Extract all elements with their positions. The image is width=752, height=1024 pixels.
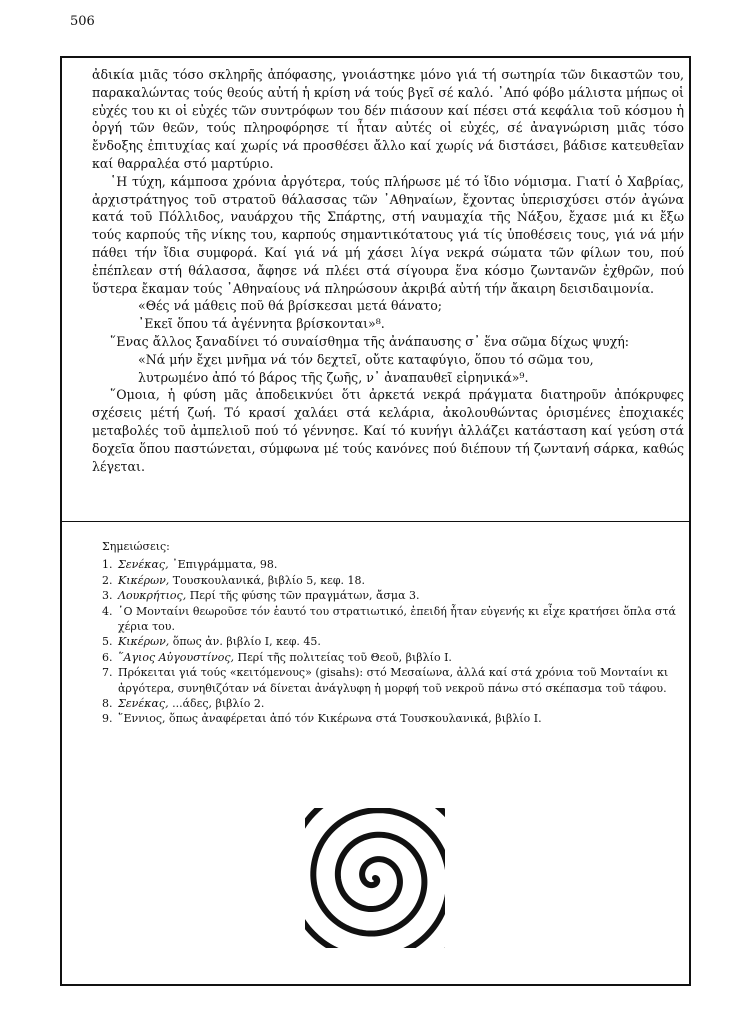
notes-section <box>102 539 682 727</box>
note-number: 6. <box>102 650 113 664</box>
note-item <box>102 665 682 696</box>
note-author: Λουκρήτιος, <box>118 589 187 603</box>
note-item <box>102 650 682 665</box>
note-text: Περί τῆς φύσης τῶν πραγμάτων, ἄσμα 3. <box>186 589 420 603</box>
paragraph-3: ῞Ενας ἄλλος ξαναδίνει τό συναίσθημα τῆς ἀνάπαυσης σ᾽ ἕνα σῶμα δίχως ψυχή: <box>110 333 630 349</box>
note-item <box>102 634 682 649</box>
quote-1-line-1: «Θές νά μάθεις ποῦ θά βρίσκεσαι μετά θάνατο; <box>138 298 443 314</box>
page-frame <box>60 56 691 986</box>
note-author: Σενέκας, <box>118 558 169 572</box>
notes-title: Σημειώσεις: <box>102 540 170 553</box>
section-divider <box>62 521 689 522</box>
note-text: ὅπως ἀν. βιβλίο Ι, κεφ. 45. <box>169 635 321 649</box>
note-author: Κικέρων, <box>118 573 170 587</box>
paragraph-2: ῾Η τύχη, κάμποσα χρόνια ἀργότερα, τούς πλήρωσε μέ τό ἴδιο νόμισμα. Γιατί ὁ Χαβρίας, ἀρχιστράτηγος τοῦ στρατοῦ θάλασσας τῶν ᾽Αθηναίων, ἔχοντας ὑπερισχύσει στόν ἀγώνα κατά τοῦ Πόλλιδος, ναυάρχου τῆς Σπάρτης, στή ναυμαχία τῆς Νάξου, ἔχασε μιά κι ἔξω τούς καρπούς τῆς νίκης του, καρπούς σημαντικότατους γιά τίς ὑποθέσεις τους, γιά νά μήν πάθει τήν ἴδια συμφορά. Καί γιά νά μή χάσει λίγα νεκρά σώματα τῶν φίλων του, πού ἐπέπλεαν στή θάλασσα, ἄφησε νά πλέει στά σίγουρα ἕνα κόσμο ζωντανῶν ἐχθρῶν, πού ὕστερα ἔκαμαν τούς ᾽Αθηναίους νά πληρώσουν ἀκριβά αὐτή τήν ἄκαιρη δεισιδαιμονία. <box>92 173 684 296</box>
note-item <box>102 711 682 726</box>
quote-2-line-2: λυτρωμένο ἀπό τό βάρος τῆς ζωῆς, ν᾽ ἀναπαυθεῖ εἰρηνικά»⁹. <box>138 369 529 385</box>
note-item <box>102 696 682 711</box>
note-number: 1. <box>102 558 113 572</box>
note-text: ῞Εννιος, ὅπως ἀναφέρεται ἀπό τόν Κικέρωνα στά Τουσκουλανικά, βιβλίο Ι. <box>118 712 542 726</box>
note-text: ῾Ο Μονταίνι θεωροῦσε τόν ἑαυτό του στρατιωτικό, ἐπειδή ἦταν εὐγενής κι εἶχε κρατήσει ὅπλα στά χέρια του. <box>118 604 676 634</box>
note-item <box>102 604 682 635</box>
paragraph-4: ῞Ομοια, ἡ φύση μᾶς ἀποδεικνύει ὅτι ἀρκετά νεκρά πράγματα διατηροῦν ἀπόκρυφες σχέσεις μέτή ζωή. Τό κρασί χαλάει στά κελάρια, ἀκολουθώντας ὁρισμένες ἐποχιακές μεταβολές τοῦ ἀμπελιοῦ πού τό γέννησε. Καί τό κυνήγι ἀλλάζει κατάσταση καί γεύση στά δοχεῖα ὅπου παστώνεται, σύμφωνα μέ τούς κανόνες πού διέπουν τή ζωντανή σάρκα, καθώς λέγεται. <box>92 387 684 474</box>
note-item <box>102 588 682 603</box>
page-number: 506 <box>70 14 95 29</box>
note-author: ῞Αγιος Αὐγουστίνος, <box>118 650 234 664</box>
note-text: Πρόκειται γιά τούς «κειτόμενους» (gisahs): στό Μεσαίωνα, ἀλλά καί στά χρόνια τοῦ Μονταίνι κι ἀργότερα, συνηθιζόταν νά δίνεται ἀνάγλυφη ἡ μορφή τοῦ νεκροῦ πάνω στό σκέπασμα τοῦ τάφου. <box>118 666 669 695</box>
note-number: 7. <box>102 666 113 680</box>
note-number: 9. <box>102 712 113 726</box>
note-item <box>102 573 682 588</box>
note-number: 2. <box>102 573 113 587</box>
quote-2-line-1: «Νά μήν ἔχει μνῆμα νά τόν δεχτεῖ, οὔτε καταφύγιο, ὅπου τό σῶμα του, <box>138 351 594 367</box>
main-text <box>92 66 684 475</box>
note-text: Περί τῆς πολιτείας τοῦ Θεοῦ, βιβλίο Ι. <box>234 650 452 664</box>
notes-list <box>102 557 682 726</box>
note-author: Σενέκας, <box>118 697 169 711</box>
note-text: ᾽Επιγράμματα, 98. <box>168 558 278 572</box>
note-author: Κικέρων, <box>118 635 170 649</box>
note-text: ...άδες, βιβλίο 2. <box>168 697 265 711</box>
note-item <box>102 557 682 572</box>
note-number: 8. <box>102 697 113 711</box>
note-number: 3. <box>102 589 113 603</box>
spiral-icon <box>305 808 445 948</box>
note-number: 5. <box>102 635 113 649</box>
quote-1-line-2: ᾽Εκεῖ ὅπου τά ἀγέννητα βρίσκονται»⁸. <box>138 316 385 332</box>
paragraph-1: ἀδικία μιᾶς τόσο σκληρῆς ἀπόφασης, γνοιάστηκε μόνο γιά τή σωτηρία τῶν δικαστῶν του, παρακαλώντας τούς θεούς αὐτή ἡ κρίση νά τούς βγεῖ σέ καλό. ᾽Από φόβο μάλιστα μήπως οἱ εὐχές του κι οἱ εὐχές τῶν συντρόφων του δέν πιάσουν καί πέσει στά κεφάλια τοῦ κόσμου ἡ ὀργή τῶν θεῶν, τούς πληροφόρησε τί ἦταν αὐτές οἱ εὐχές, σέ ἀναγνώριση μιᾶς τόσο ἔνδοξης ἐπιτυχίας καί χωρίς νά προσθέσει ἄλλο καί χωρίς νά διστάσει, βάδισε κατευθεῖαν καί θαρραλέα στό μαρτύριο. <box>92 67 684 171</box>
note-number: 4. <box>102 604 113 618</box>
note-text: Τουσκουλανικά, βιβλίο 5, κεφ. 18. <box>169 573 366 587</box>
